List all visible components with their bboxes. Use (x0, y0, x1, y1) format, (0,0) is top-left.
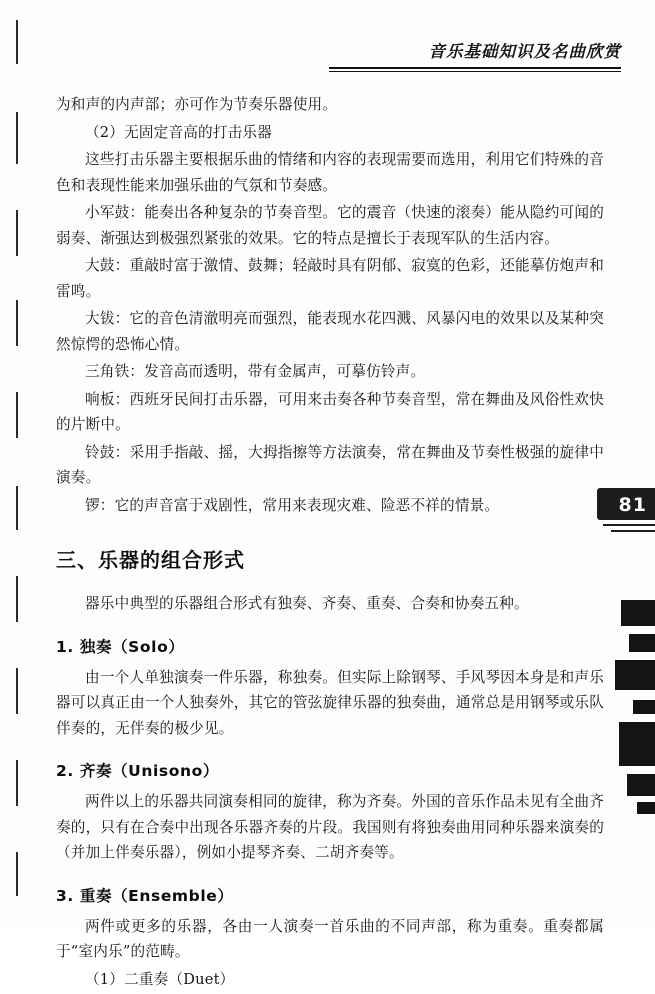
paragraph: 小军鼓：能奏出各种复杂的节奏音型。它的震音（快速的滚奏）能从隐约可闻的弱奏、渐强达到极强烈紧张的效果。它的特点是擅长于表现军队的生活内容。 (56, 204, 604, 247)
subsection-text-ensemble: 两件或更多的乐器，各由一人演奏一首乐曲的不同声部，称为重奏。重奏都属于“室内乐”的范畴。 (56, 917, 604, 960)
subsection-text-solo: 由一个人单独演奏一件乐器，称独奏。但实际上除钢琴、手风琴因本身是和声乐器可以真正由一个人独奏外，其它的管弦旋律乐器的独奏曲，通常总是用钢琴或乐队伴奏的，无伴奏的极少见。 (56, 668, 604, 737)
scan-edge-mark (637, 802, 655, 814)
scan-margin-mark (16, 486, 18, 530)
scan-margin-mark (16, 112, 18, 164)
scan-margin-mark (16, 20, 18, 64)
scan-margin-mark (16, 210, 18, 256)
scan-margin-mark (16, 852, 18, 896)
running-header (321, 38, 621, 72)
paragraph: 锣：它的声音富于戏剧性，常用来表现灾难、险恶不祥的情景。 (85, 496, 500, 514)
scan-margin-mark (16, 300, 18, 346)
scan-edge-mark (627, 774, 655, 796)
subsection-heading-ensemble: 3. 重奏（Ensemble） (56, 886, 234, 905)
paragraph: 铃鼓：采用手指敲、摇，大拇指擦等方法演奏，常在舞曲及节奏性极强的旋律中演奏。 (56, 443, 604, 486)
scan-edge-mark (629, 634, 655, 652)
scan-margin-mark (16, 392, 18, 438)
scan-edge-mark (633, 700, 655, 714)
scan-margin-mark (16, 576, 18, 622)
scan-edge-mark (621, 600, 655, 626)
closing-line: （1）二重奏（Duet） (85, 970, 235, 988)
paragraph: 这些打击乐器主要根据乐曲的情绪和内容的表现需要而选用，利用它们特殊的音色和表现性能来加强乐曲的气氛和节奏感。 (56, 151, 604, 194)
scan-margin-mark (16, 668, 18, 714)
scan-edge-mark (619, 722, 655, 766)
subsection-text-unisono: 两件以上的乐器共同演奏相同的旋律，称为齐奏。外国的音乐作品未见有全曲齐奏的，只有在合奏中出现各乐器齐奏的片段。我国则有将独奏曲用同种乐器来演奏的（并加上伴奏乐器），例如小提琴齐奏、二胡齐奏等。 (56, 793, 604, 861)
page-tab-rule (611, 530, 655, 532)
paragraph: 三角铁：发音高而透明，带有金属声，可摹仿铃声。 (85, 363, 426, 380)
scan-margin-mark (16, 760, 18, 806)
paragraph: 为和声的内声部；亦可作为节奏乐器使用。 (56, 96, 338, 113)
section-intro: 器乐中典型的乐器组合形式有独奏、齐奏、重奏、合奏和协奏五种。 (85, 595, 529, 612)
paragraph: （2）无固定音高的打击乐器 (85, 123, 273, 141)
section-heading: 三、乐器的组合形式 (56, 548, 245, 572)
scan-edge-mark (615, 660, 655, 690)
page-tab-rule (603, 524, 655, 526)
paragraph: 大鼓：重敲时富于激情、鼓舞；轻敲时具有阴郁、寂寞的色彩，还能摹仿炮声和雷鸣。 (56, 257, 604, 300)
paragraph: 大钹：它的音色清澈明亮而强烈，能表现水花四溅、风暴闪电的效果以及某种突然惊愕的恐怖心情。 (56, 310, 604, 353)
header-rule-secondary (329, 71, 621, 72)
book-title: 音乐基础知识及名曲欣赏 (428, 42, 621, 61)
subsection-heading-solo: 1. 独奏（Solo） (56, 637, 185, 656)
page-number: 81 (618, 494, 647, 516)
subsection-heading-unisono: 2. 齐奏（Unisono） (56, 762, 219, 780)
paragraph: 响板：西班牙民间打击乐器，可用来击奏各种节奏音型，常在舞曲及风俗性欢快的片断中。 (56, 390, 604, 433)
page-body (56, 92, 604, 994)
header-rule (329, 67, 621, 69)
